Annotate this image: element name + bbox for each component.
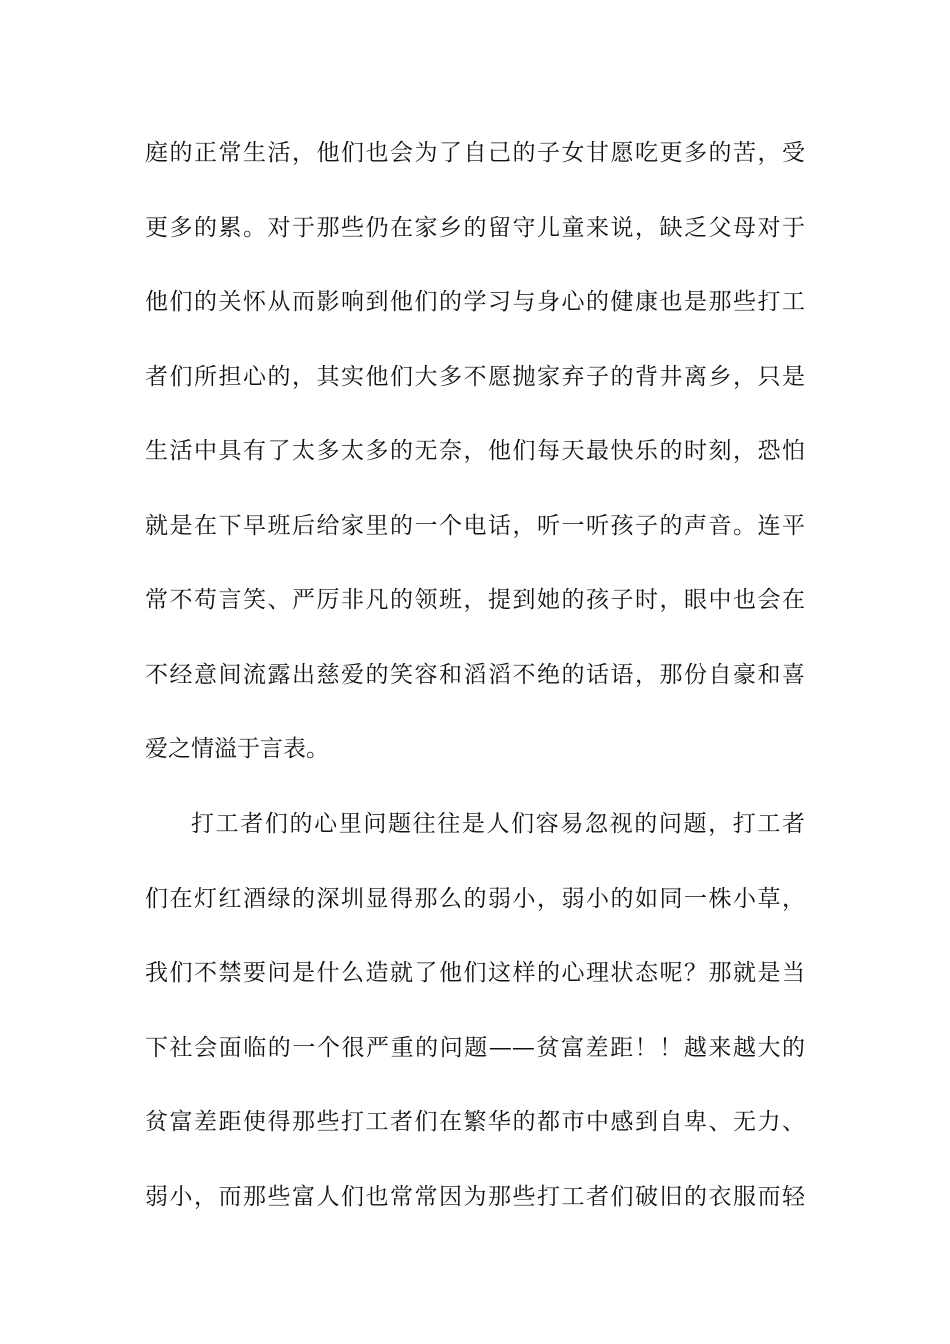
paragraph-2 — [145, 787, 805, 1234]
paragraph-line: 们在灯红酒绿的深圳显得那么的弱小，弱小的如同一株小草， — [145, 885, 805, 912]
paragraph-line: 我们不禁要问是什么造就了他们这样的心理状态呢？那就是当 — [145, 960, 805, 986]
paragraph-line: 常不苟言笑、严厉非凡的领班，提到她的孩子时，眼中也会在 — [145, 587, 805, 613]
paragraph-line: 下社会面临的一个很严重的问题——贫富差距！！越来越大的 — [145, 1034, 805, 1061]
paragraph-1 — [145, 116, 805, 787]
paragraph-line: 他们的关怀从而影响到他们的学习与身心的健康也是那些打工 — [145, 289, 805, 315]
paragraph-line: 就是在下早班后给家里的一个电话，听一听孩子的声音。连平 — [145, 512, 805, 539]
paragraph-line: 爱之情溢于言表。 — [145, 736, 329, 762]
paragraph-line: 打工者们的心里问题往往是人们容易忽视的问题，打工者 — [191, 811, 805, 837]
paragraph-line: 更多的累。对于那些仍在家乡的留守儿童来说，缺乏父母对于 — [145, 214, 805, 241]
paragraph-line: 者们所担心的，其实他们大多不愿抛家弃子的背井离乡，只是 — [145, 363, 805, 390]
paragraph-line: 生活中具有了太多太多的无奈，他们每天最快乐的时刻，恐怕 — [145, 438, 805, 464]
paragraph-line: 弱小，而那些富人们也常常因为那些打工者们破旧的衣服而轻 — [145, 1183, 805, 1210]
paragraph-line: 庭的正常生活，他们也会为了自己的子女甘愿吃更多的苦，受 — [145, 140, 805, 166]
paragraph-line: 贫富差距使得那些打工者们在繁华的都市中感到自卑、无力、 — [145, 1109, 805, 1135]
paragraph-line: 不经意间流露出慈爱的笑容和滔滔不绝的话语，那份自豪和喜 — [145, 661, 805, 688]
